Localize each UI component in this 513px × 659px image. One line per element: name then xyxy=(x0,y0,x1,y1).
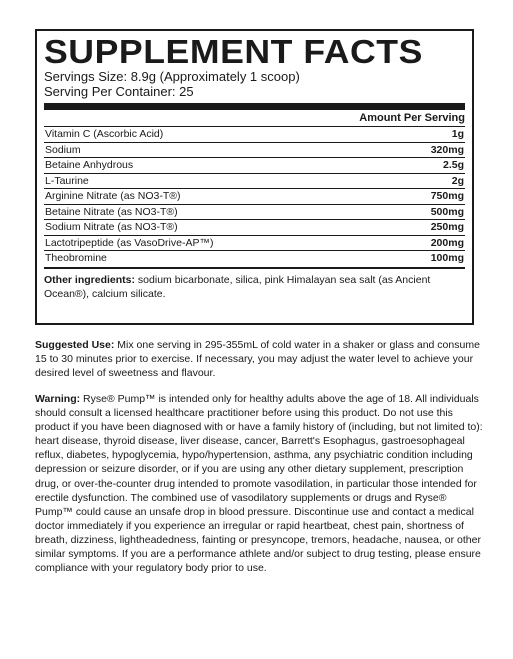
nutrient-amount: 320mg xyxy=(430,143,464,156)
nutrient-row xyxy=(44,158,465,174)
panel-title: SUPPLEMENT FACTS xyxy=(44,33,423,70)
warning-text: Ryse® Pump™ is intended only for healthy adults above the age of 18. All individuals should consult a licensed healthcare practitioner before using this product. Do not use this product if you have been diagnosed with or have a family history of (including, but not limited to): heart disease, thyroid disease, liver disease, cancer, Barrett's Esophagus, gastroesophageal reflux, diabetes, hypoglycemia, hypo/hypertension, asthma, any psychiatric condition including depression or seizure disorder, or if you are using any other dietary supplement, prescription drug, or over-the-counter drug intended to promote vasodilation, in particular those intended for erectile dysfunction. The combined use of vasodilatory supplements or drugs and Ryse® Pump™ could cause an unsafe drop in blood pressure. Discontinue use and contact a medical doctor immediately if you experience an irregular or rapid heartbeat, chest pain, shortness of breath, dizziness, lightheadedness, fainting or presyncope, tremors, headache, nausea, or other similar symptoms. If you are a performance athlete and/or subject to drug testing, please ensure compliance with your regulatory body prior to use. xyxy=(35,393,483,575)
nutrient-name: Lactotripeptide (as VasoDrive-AP™) xyxy=(45,236,214,249)
nutrient-name: Betaine Anhydrous xyxy=(45,159,134,171)
serving-size: Servings Size: 8.9g (Approximately 1 scoop) xyxy=(44,69,300,84)
nutrient-name: Betaine Nitrate (as NO3-T®) xyxy=(45,205,178,218)
nutrient-row xyxy=(44,143,465,159)
suggested-use-label: Suggested Use: xyxy=(35,339,115,351)
other-ingredients-label: Other ingredients: xyxy=(44,273,136,286)
nutrient-table xyxy=(44,126,465,266)
other-ingredients-text: sodium bicarbonate, silica, pink Himalayan sea salt (as Ancient Ocean®), calcium silicate. xyxy=(44,273,431,300)
nutrient-name: Vitamin C (Ascorbic Acid) xyxy=(45,128,164,140)
nutrient-amount: 2g xyxy=(451,174,464,187)
nutrient-row xyxy=(44,127,465,143)
nutrient-row xyxy=(44,189,465,205)
servings-per-container: Serving Per Container: 25 xyxy=(44,84,194,99)
nutrient-amount: 200mg xyxy=(430,236,464,249)
amount-per-serving-header: Amount Per Serving xyxy=(359,112,465,124)
nutrient-row xyxy=(44,220,465,236)
nutrient-row xyxy=(44,236,465,252)
nutrient-name: Arginine Nitrate (as NO3-T®) xyxy=(45,190,181,202)
nutrient-amount: 2.5g xyxy=(442,159,464,171)
nutrient-amount: 500mg xyxy=(430,205,464,218)
warning-section xyxy=(35,392,483,575)
supplement-facts-panel xyxy=(35,29,474,325)
suggested-use-section xyxy=(35,338,483,380)
nutrient-row xyxy=(44,174,465,190)
other-ingredients xyxy=(44,269,465,301)
nutrient-row xyxy=(44,205,465,221)
thick-divider xyxy=(44,103,465,110)
nutrient-name: Sodium Nitrate (as NO3-T®) xyxy=(45,221,178,233)
nutrient-amount: 750mg xyxy=(430,190,464,202)
nutrient-row xyxy=(44,251,465,266)
nutrient-name: L-Taurine xyxy=(45,174,89,187)
nutrient-amount: 100mg xyxy=(430,252,464,264)
nutrient-amount: 250mg xyxy=(430,221,464,233)
warning-label: Warning: xyxy=(35,393,81,405)
suggested-use-text: Mix one serving in 295-355mL of cold water in a shaker or glass and consume 15 to 30 minutes prior to exercise. If necessary, you may adjust the water level to achieve your desired level of sweetness and flavour. xyxy=(35,339,480,380)
nutrient-name: Sodium xyxy=(45,143,81,156)
nutrient-name: Theobromine xyxy=(45,252,107,264)
nutrient-amount: 1g xyxy=(451,128,464,140)
